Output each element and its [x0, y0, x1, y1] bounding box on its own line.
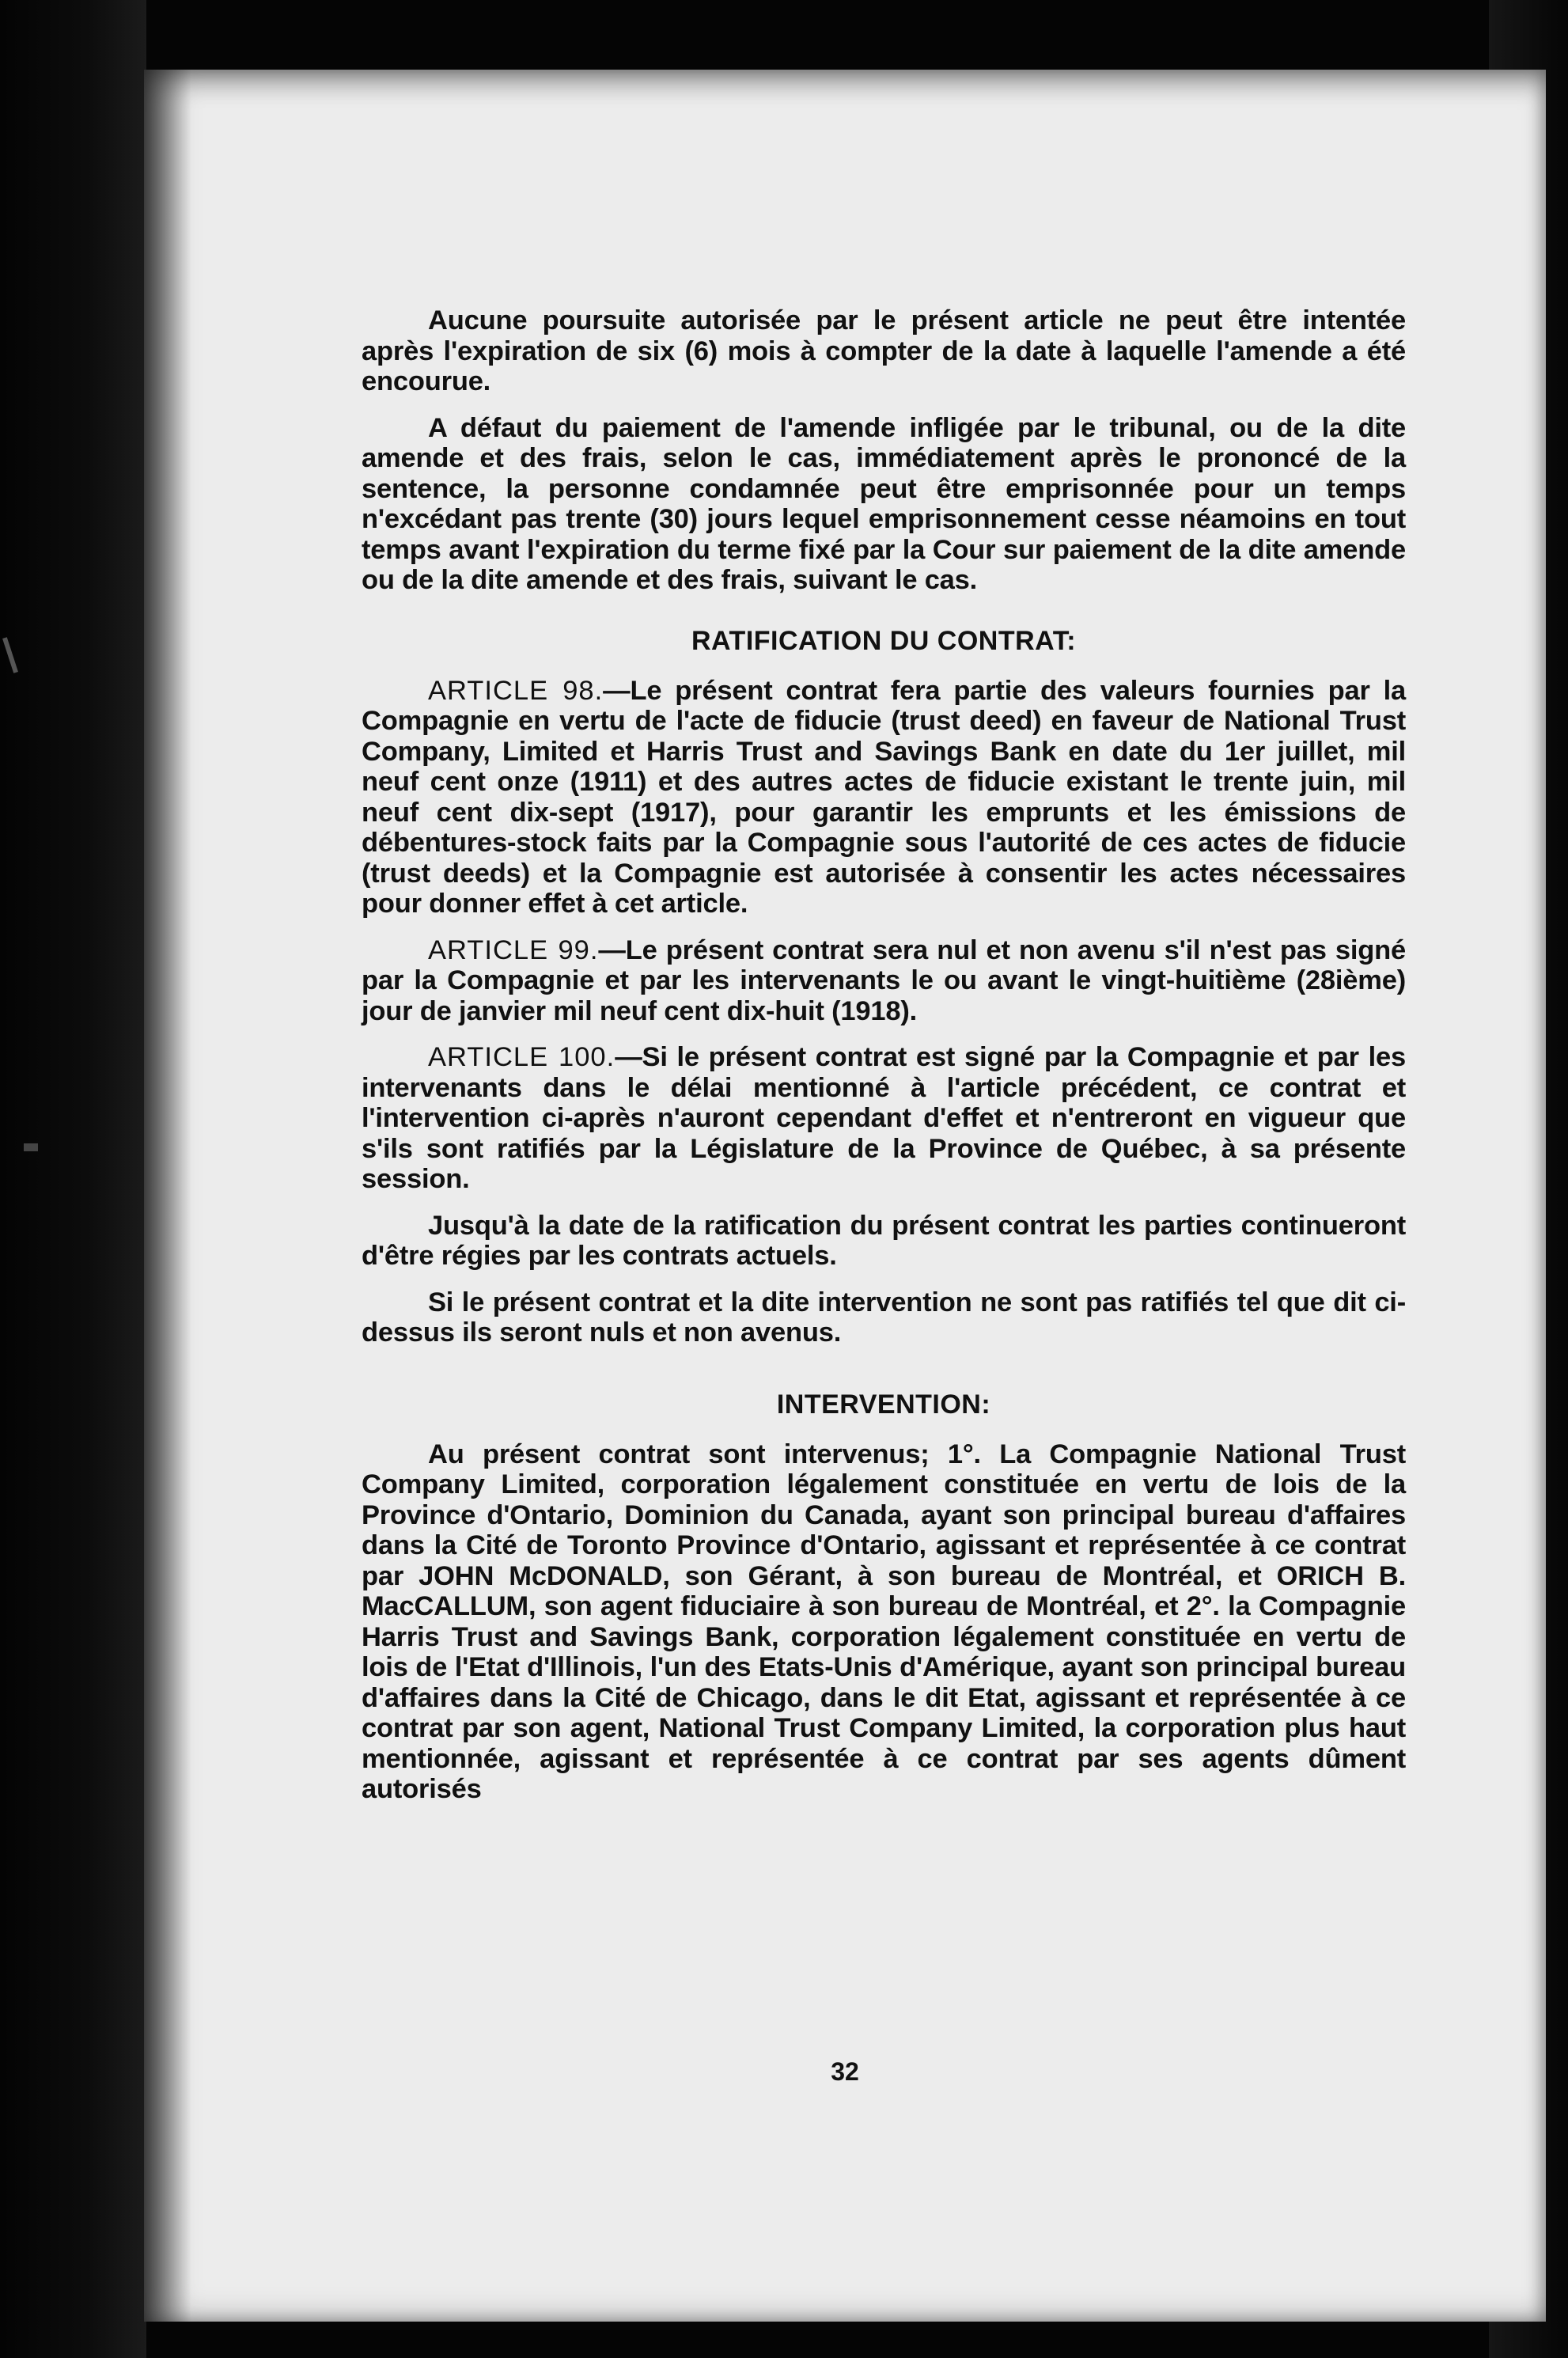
- section-heading-ratification: RATIFICATION DU CONTRAT:: [691, 625, 1077, 656]
- paragraph-until-ratification: Jusqu'à la date de la ratification du présent contrat les parties continueront d'être régies par les contrats actuels.: [362, 1210, 1406, 1271]
- document-body: [362, 305, 1406, 1805]
- article-100-text: —Si le présent contrat est signé par la Compagnie et par les intervenants dans le délai mentionné à l'article précédent, ce contrat et l'intervention ci-après n'auront cependant d'effet et n'entreront en vigueur que s'ils sont ratifiés par la Législature de la Province de Québec, à sa présente session.: [362, 1042, 1406, 1194]
- article-98-text: —Le présent contrat fera partie des valeurs fournies par la Compagnie en vertu de l'acte de fiducie (trust deed) en faveur de National Trust Company, Limited et Harris Trust and Savings Bank en date du 1er juillet, mil neuf cent onze (1911) et des autres actes de fiducie existant le trente juin, mil neuf cent dix-sept (1917), pour garantir les emprunts et les émissions de débentures-stock faits par la Compagnie sous l'autorité de ces actes de fiducie (trust deeds) et la Compagnie est autorisée à consentir les actes nécessaires pour donner effet à cet article.: [362, 675, 1406, 919]
- article-99: [362, 935, 1406, 1027]
- article-100: [362, 1042, 1406, 1195]
- article-99-text: —Le présent contrat sera nul et non avenu s'il n'est pas signé par la Compagnie et par les intervenants le ou avant le vingt-huitième (28ième) jour de janvier mil neuf cent dix-huit (1918).: [362, 934, 1407, 1026]
- article-98: [362, 676, 1406, 919]
- paragraph-if-not-ratified: Si le présent contrat et la dite intervention ne sont pas ratifiés tel que dit ci-dessus ils seront nuls et non avenus.: [362, 1287, 1406, 1348]
- paragraph-prosecution-limit: Aucune poursuite autorisée par le présent article ne peut être intentée après l'expiration de six (6) mois à compter de la date à laquelle l'amende a été encourue.: [362, 305, 1406, 396]
- article-100-label: ARTICLE 100.: [428, 1042, 615, 1072]
- paragraph-intervention: Au présent contrat sont intervenus; 1°. La Compagnie National Trust Company Limited, corporation légalement constituée en vertu de lois de la Province d'Ontario, Dominion du Canada, ayant son principal bureau d'affaires dans la Cité de Toronto Province d'Ontario, agissant et représentée à ce contrat par JOHN McDONALD, son Gérant, à son bureau de Montréal, et ORICH B. MacCALLUM, son agent fiduciaire à son bureau de Montréal, et 2°. la Compagnie Harris Trust and Savings Bank, corporation légalement constituée en vertu de lois de l'Etat d'Illinois, l'un des Etats-Unis d'Amérique, ayant son principal bureau d'affaires dans la Cité de Chicago, dans le dit Etat, agissant et représentée à ce contrat par son agent, National Trust Company Limited, la corporation plus haut mentionnée, agissant et représentée à ce contrat par ses agents dûment autorisés: [362, 1439, 1406, 1804]
- margin-mark: [24, 1143, 38, 1151]
- page-gutter-shadow: [144, 70, 191, 2322]
- page-number: 32: [831, 2057, 859, 2086]
- article-99-label: ARTICLE 99.: [428, 934, 599, 965]
- section-heading-intervention: INTERVENTION:: [776, 1389, 991, 1420]
- document-page: [144, 70, 1546, 2322]
- paragraph-default-payment: A défaut du paiement de l'amende infligée par le tribunal, ou de la dite amende et des frais, selon le cas, immédiatement après le prononcé de la sentence, la personne condamnée peut être emprisonnée pour un temps n'excédant pas trente (30) jours lequel emprisonnement cesse néamoins en tout temps avant l'expiration du terme fixé par la Cour sur paiement de la dite amende ou de la dite amende et des frais, suivant le cas.: [362, 412, 1406, 595]
- scan-left-border: [0, 0, 146, 2358]
- article-98-label: ARTICLE 98.: [428, 675, 604, 706]
